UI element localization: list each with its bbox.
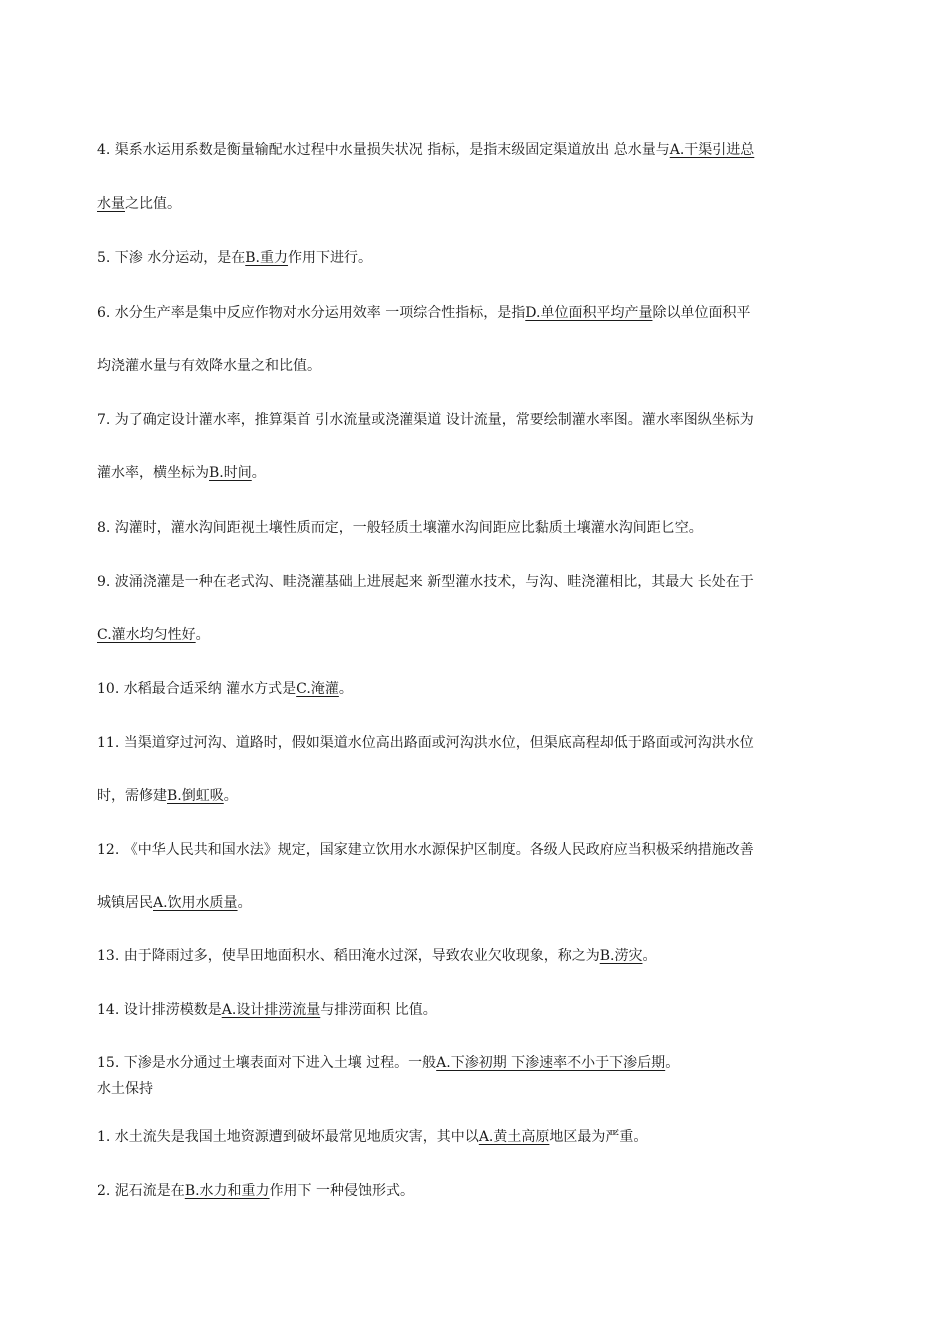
answer-underlined: D.单位面积平均产量 xyxy=(525,305,653,321)
answer-underlined: B.重力 xyxy=(245,250,289,266)
text-run: 1. 水土流失是我国土地资源遭到破坏最常见地质灾害，其中以 xyxy=(97,1129,479,1145)
text-run: 。 xyxy=(195,627,210,643)
answer-underlined: B.倒虹吸 xyxy=(167,788,224,804)
text-run: 12. 《中华人民共和国水法》规定，国家建立饮用水水源保护区制度。各级人民政府应当积极采纳措施改善 xyxy=(97,842,754,858)
text-run: 15. 下渗是水分通过土壤表面对下进入土壤 过程。一般 xyxy=(97,1055,437,1071)
text-line xyxy=(97,572,754,592)
text-run: 。 xyxy=(338,681,353,697)
text-run: 作用下 一种侵蚀形式。 xyxy=(269,1183,415,1199)
answer-underlined: 水量 xyxy=(97,196,125,212)
text-line xyxy=(97,946,656,966)
text-line xyxy=(97,1000,437,1020)
text-line xyxy=(97,893,252,913)
text-run: 11. 当渠道穿过河沟、道路时，假如渠道水位高出路面或河沟洪水位，但渠底高程却低于路面或河沟洪水位 xyxy=(97,735,754,751)
text-run: 。 xyxy=(223,788,238,804)
section-heading xyxy=(97,1079,153,1099)
text-run: 与排涝面积 比值。 xyxy=(320,1002,437,1018)
answer-underlined: B.时间 xyxy=(209,465,252,481)
text-line xyxy=(97,248,372,268)
text-line xyxy=(97,679,353,699)
text-line xyxy=(97,733,754,753)
answer-underlined: A.饮用水质量 xyxy=(153,895,238,911)
text-line xyxy=(97,1053,679,1073)
text-run: 之比值。 xyxy=(125,196,181,212)
text-run: 10. 水稻最合适采纳 灌水方式是 xyxy=(97,681,297,697)
text-run: 13. 由于降雨过多，使旱田地面积水、稻田淹水过深，导致农业欠收现象，称之为 xyxy=(97,948,600,964)
text-run: 7. 为了确定设计灌水率，推算渠首 引水流量或浇灌渠道 设计流量，常要绘制灌水率图。灌水率图纵坐标为 xyxy=(97,412,754,428)
text-run: 时，需修建 xyxy=(97,788,167,804)
text-run: 。 xyxy=(642,948,657,964)
text-run: 9. 波涌浇灌是一种在老式沟、畦浇灌基础上进展起来 新型灌水技术，与沟、畦浇灌相比，其最大 长处在于 xyxy=(97,574,754,590)
answer-underlined: C.淹灌 xyxy=(296,681,339,697)
text-line xyxy=(97,840,754,860)
text-line xyxy=(97,1127,647,1147)
answer-underlined: A.黄土高原 xyxy=(478,1129,550,1145)
text-run: 作用下进行。 xyxy=(288,250,373,266)
text-line xyxy=(97,140,754,160)
answer-underlined: B.涝灾 xyxy=(599,948,643,964)
answer-underlined: A.设计排涝流量 xyxy=(221,1002,321,1018)
answer-underlined: A.干渠引进总 xyxy=(669,142,755,158)
text-line xyxy=(97,356,321,376)
text-run: 4. 渠系水运用系数是衡量输配水过程中水量损失状况 指标，是指末级固定渠道放出 总水量与 xyxy=(97,142,670,158)
text-line xyxy=(97,463,266,483)
text-run: 地区最为严重。 xyxy=(549,1129,648,1145)
text-run: 。 xyxy=(251,465,266,481)
text-line xyxy=(97,786,238,806)
text-run: 除以单位面积平 xyxy=(652,305,751,321)
answer-underlined: B.水力和重力 xyxy=(184,1183,270,1199)
text-run: 灌水率，横坐标为 xyxy=(97,465,209,481)
text-run: 14. 设计排涝模数是 xyxy=(97,1002,222,1018)
text-run: 5. 下渗 水分运动，是在 xyxy=(97,250,246,266)
text-run: 水土保持 xyxy=(97,1081,153,1097)
text-run: 。 xyxy=(665,1055,680,1071)
text-run: 2. 泥石流是在 xyxy=(97,1183,185,1199)
text-line xyxy=(97,1181,414,1201)
text-line xyxy=(97,194,181,214)
answer-underlined: C.灌水均匀性好 xyxy=(97,627,196,643)
text-run: 均浇灌水量与有效降水量之和比值。 xyxy=(97,358,321,374)
text-run: 城镇居民 xyxy=(97,895,153,911)
text-run: 8. 沟灌时，灌水沟间距视土壤性质而定，一般轻质土壤灌水沟间距应比黏质土壤灌水沟间距匕空。 xyxy=(97,520,703,536)
answer-underlined: A.下渗初期 下渗速率不小于下渗后期 xyxy=(436,1055,666,1071)
text-run: 。 xyxy=(237,895,252,911)
text-line xyxy=(97,410,754,430)
text-line xyxy=(97,518,703,538)
text-line xyxy=(97,303,750,323)
text-line xyxy=(97,625,210,645)
text-run: 6. 水分生产率是集中反应作物对水分运用效率 一项综合性指标，是指 xyxy=(97,305,526,321)
